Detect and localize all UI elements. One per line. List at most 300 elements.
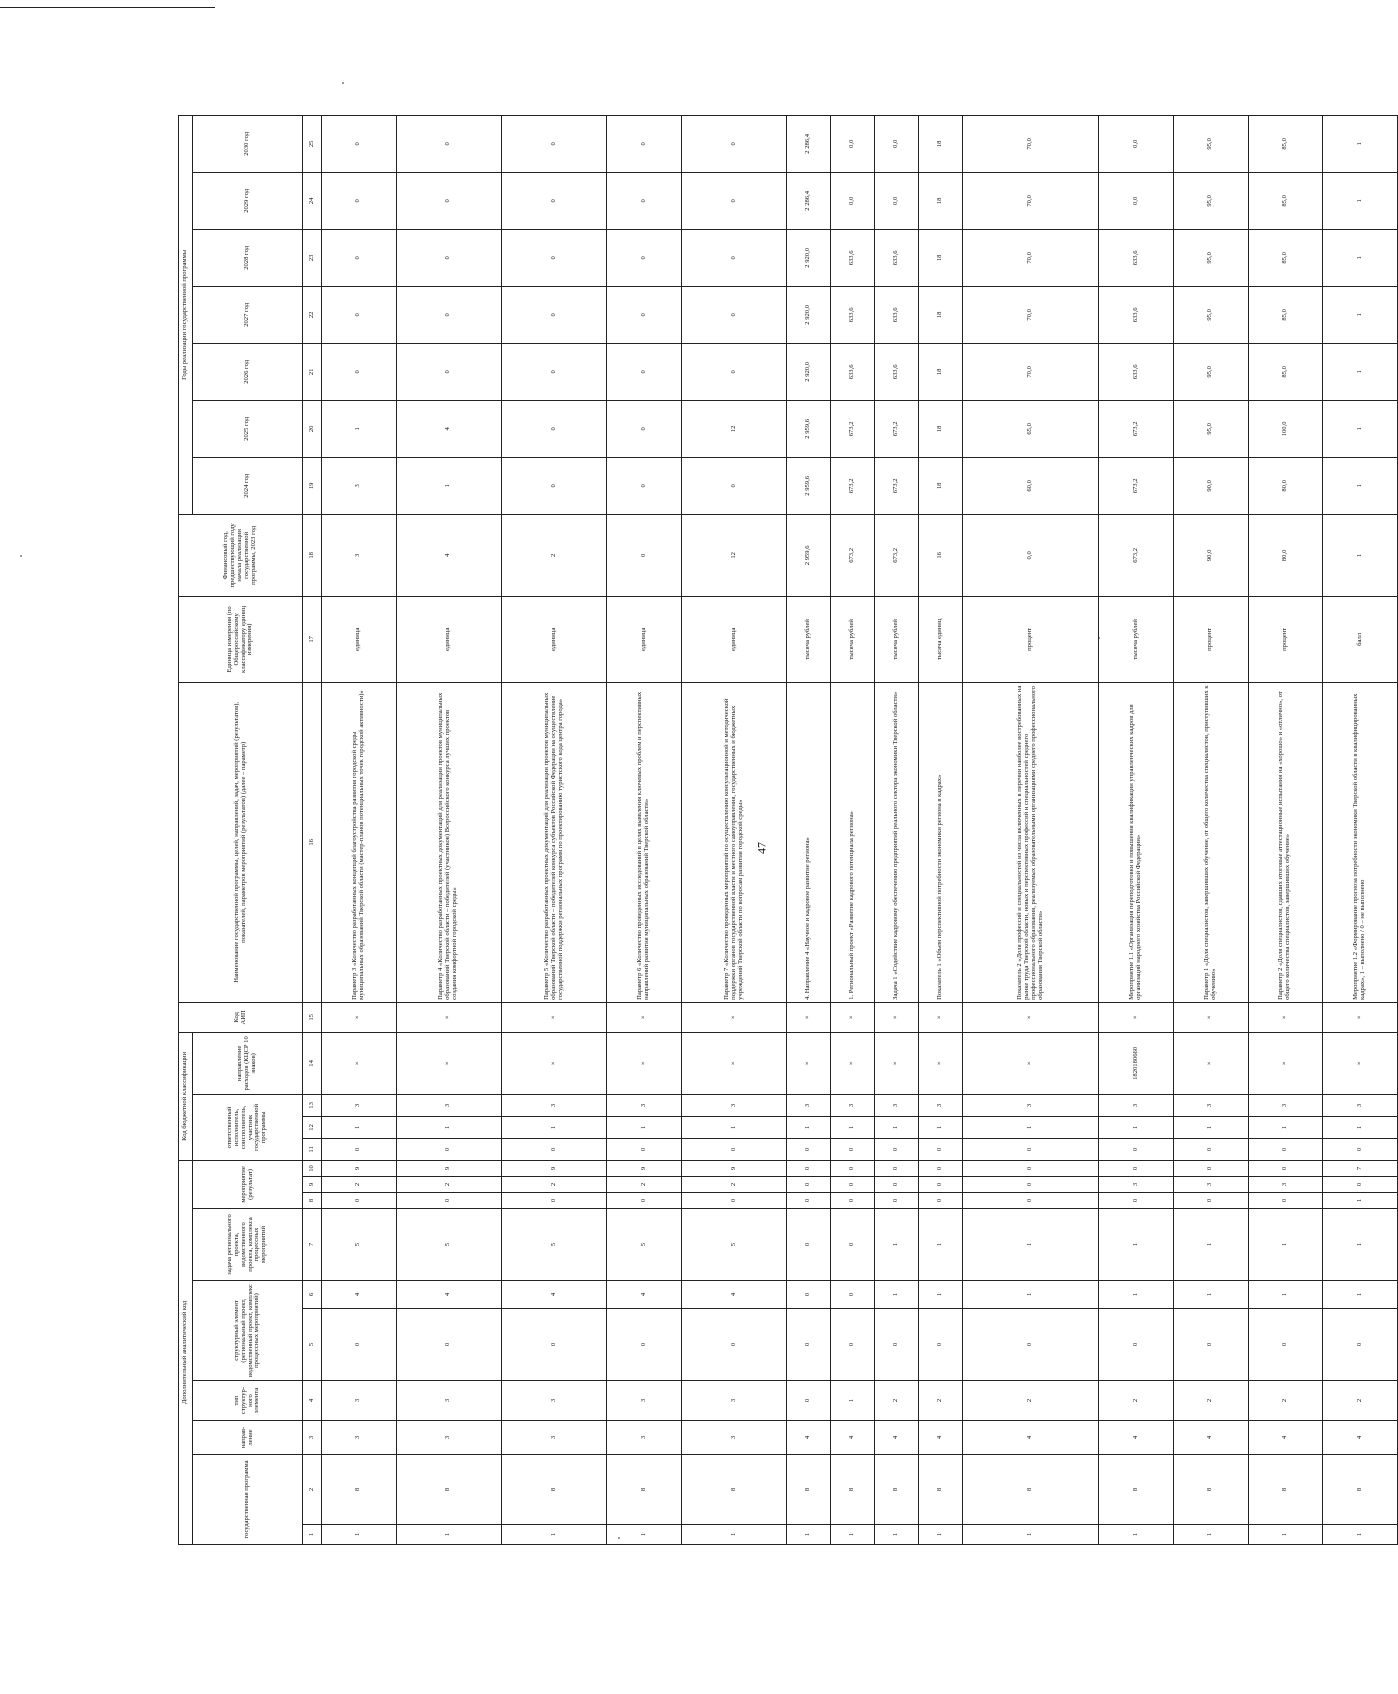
code-cell: 0 — [396, 1309, 501, 1381]
year-value-cell: 18 — [919, 172, 963, 229]
code-cell: 0 — [919, 1138, 963, 1160]
year-value-cell: 0 — [322, 343, 397, 400]
code-cell: 1 — [1173, 1116, 1248, 1138]
expense-code-cell: × — [1173, 1032, 1248, 1094]
code-cell: 4 — [875, 1421, 919, 1455]
year-value-cell: 1 — [1323, 343, 1398, 400]
code-cell: 7 — [1323, 1160, 1398, 1176]
code-cell: 0 — [919, 1177, 963, 1193]
code-cell: 1 — [502, 1116, 607, 1138]
code-cell: 5 — [607, 1209, 682, 1281]
year-value-cell: 0 — [502, 343, 607, 400]
expense-code-cell: × — [322, 1032, 397, 1094]
code-cell: 8 — [919, 1455, 963, 1525]
code-cell: 1 — [1099, 1281, 1174, 1309]
code-cell: 3 — [1248, 1094, 1323, 1116]
code-cell: 0 — [787, 1309, 831, 1381]
code-cell: 0 — [875, 1309, 919, 1381]
unit-cell: тысяча рублей — [831, 596, 875, 682]
name-cell: Параметр 6 «Количество проведенных исследований в целях выявления ключевых проблем и перспективных направлений развития муниципальных образований Тверской области» — [607, 682, 682, 1002]
aip-cell: × — [875, 1002, 919, 1032]
unit-cell: тысяча рублей — [875, 596, 919, 682]
code-cell: 4 — [919, 1421, 963, 1455]
name-cell: Задача 1 «Содействие кадровому обеспечению предприятий реального сектора экономики Тверской области» — [875, 682, 919, 1002]
code-cell: 3 — [682, 1094, 787, 1116]
year-value-cell: 70,0 — [963, 286, 1099, 343]
year-value-cell: 0 — [396, 286, 501, 343]
code-cell: 2 — [919, 1381, 963, 1421]
base-year-cell: 0 — [607, 514, 682, 596]
code-cell: 9 — [396, 1160, 501, 1176]
code-cell: 2 — [607, 1177, 682, 1193]
expense-code-cell: × — [1248, 1032, 1323, 1094]
code-cell: 0 — [1173, 1160, 1248, 1176]
code-cell: 0 — [919, 1309, 963, 1381]
code-cell: 1 — [1173, 1209, 1248, 1281]
expense-code-cell: × — [607, 1032, 682, 1094]
year-value-cell: 633,6 — [831, 229, 875, 286]
top-rule — [0, 7, 215, 8]
year-value-cell: 1 — [1323, 286, 1398, 343]
year-value-cell: 633,6 — [875, 229, 919, 286]
table-row — [875, 115, 919, 1544]
unit-cell: тысяча рублей — [787, 596, 831, 682]
expense-code-cell: × — [396, 1032, 501, 1094]
base-year-cell: 80,0 — [1248, 514, 1323, 596]
code-cell: 3 — [607, 1421, 682, 1455]
base-year-cell: 2 — [502, 514, 607, 596]
code-cell: 0 — [396, 1138, 501, 1160]
name-cell: Мероприятие 1.2 «Формирование прогноза потребности экономики Тверской области в квалифицированных кадрах», 1 – выполнено / 0 – не выполнено — [1323, 682, 1398, 1002]
code-cell: 0 — [787, 1193, 831, 1209]
code-cell: 1 — [919, 1525, 963, 1545]
code-cell: 3 — [396, 1094, 501, 1116]
table-row — [831, 115, 875, 1544]
year-value-cell: 2 959,6 — [787, 400, 831, 457]
aip-cell: × — [787, 1002, 831, 1032]
code-cell: 2 — [963, 1381, 1099, 1421]
code-cell: 1 — [1173, 1525, 1248, 1545]
rotated-table-frame — [178, 115, 1398, 1545]
year-value-cell: 1 — [1323, 457, 1398, 514]
column-number: 21 — [303, 343, 322, 400]
table-row — [607, 115, 682, 1544]
code-cell: 4 — [682, 1281, 787, 1309]
code-cell: 0 — [1099, 1160, 1174, 1176]
year-value-cell: 633,6 — [831, 343, 875, 400]
header-year: 2028 год — [193, 229, 303, 286]
code-cell: 0 — [787, 1381, 831, 1421]
code-cell: 8 — [831, 1455, 875, 1525]
code-cell: 0 — [919, 1193, 963, 1209]
code-cell: 1 — [875, 1525, 919, 1545]
base-year-cell: 673,2 — [875, 514, 919, 596]
base-year-cell: 0,0 — [963, 514, 1099, 596]
code-cell: 1 — [682, 1116, 787, 1138]
year-value-cell: 633,6 — [831, 286, 875, 343]
code-cell: 5 — [682, 1209, 787, 1281]
year-value-cell: 0 — [322, 172, 397, 229]
code-cell: 1 — [1099, 1116, 1174, 1138]
aip-cell: × — [1248, 1002, 1323, 1032]
code-cell: 0 — [322, 1138, 397, 1160]
code-cell: 0 — [963, 1160, 1099, 1176]
year-value-cell: 0 — [682, 172, 787, 229]
column-number: 18 — [303, 514, 322, 596]
base-year-cell: 1 — [1323, 514, 1398, 596]
code-cell: 1 — [1248, 1116, 1323, 1138]
code-cell: 0 — [787, 1160, 831, 1176]
code-cell: 4 — [963, 1421, 1099, 1455]
code-cell: 1 — [875, 1116, 919, 1138]
column-number: 3 — [303, 1421, 322, 1455]
aip-cell: × — [1173, 1002, 1248, 1032]
code-cell: 0 — [1173, 1309, 1248, 1381]
code-cell: 3 — [1323, 1094, 1398, 1116]
table-row — [322, 115, 397, 1544]
year-value-cell: 18 — [919, 115, 963, 172]
code-cell: 8 — [1099, 1455, 1174, 1525]
year-value-cell: 633,6 — [875, 343, 919, 400]
year-value-cell: 0 — [502, 115, 607, 172]
table-row — [919, 115, 963, 1544]
base-year-cell: 673,2 — [1099, 514, 1174, 596]
year-value-cell: 0 — [607, 115, 682, 172]
year-value-cell: 673,2 — [1099, 400, 1174, 457]
column-number: 8 — [303, 1193, 322, 1209]
expense-code-cell: × — [919, 1032, 963, 1094]
code-cell: 1 — [787, 1525, 831, 1545]
code-cell: 3 — [682, 1381, 787, 1421]
code-cell: 5 — [396, 1209, 501, 1281]
code-cell: 0 — [831, 1193, 875, 1209]
code-cell: 8 — [1323, 1455, 1398, 1525]
code-cell: 1 — [831, 1525, 875, 1545]
header-year: 2030 год — [193, 115, 303, 172]
code-cell: 1 — [831, 1381, 875, 1421]
table-row — [1173, 115, 1248, 1544]
code-cell: 8 — [963, 1455, 1099, 1525]
year-value-cell: 633,6 — [1099, 286, 1174, 343]
name-cell: Параметр 5 «Количество разработанных проектных документаций для реализации проектов муниципальных образований Тверской области – победителей конкурса субъектов Российской Федерации на осуществление государственной поддержки региональных программ по проектированию туристского кода центра города» — [502, 682, 607, 1002]
code-cell: 8 — [322, 1455, 397, 1525]
code-cell: 1 — [396, 1116, 501, 1138]
name-cell: Параметр 3 «Количество разработанных концепций благоустройства развития городской среды муниципальных образований Тверской области (мастер-планов потенциальных точек городской активности)» — [322, 682, 397, 1002]
code-cell: 1 — [607, 1116, 682, 1138]
unit-cell: единица — [682, 596, 787, 682]
code-cell: 1 — [1099, 1525, 1174, 1545]
code-cell: 0 — [682, 1309, 787, 1381]
column-number: 23 — [303, 229, 322, 286]
year-value-cell: 95,0 — [1173, 172, 1248, 229]
year-value-cell: 0 — [322, 229, 397, 286]
year-value-cell: 90,0 — [1173, 457, 1248, 514]
year-value-cell: 85,0 — [1248, 343, 1323, 400]
code-cell: 2 — [1099, 1381, 1174, 1421]
code-cell: 0 — [1323, 1138, 1398, 1160]
table-row — [682, 115, 787, 1544]
year-value-cell: 80,0 — [1248, 457, 1323, 514]
aip-cell: × — [963, 1002, 1099, 1032]
code-cell: 1 — [1248, 1209, 1323, 1281]
year-value-cell: 0 — [607, 286, 682, 343]
code-cell: 0 — [963, 1193, 1099, 1209]
year-value-cell: 0,0 — [875, 172, 919, 229]
code-cell: 4 — [502, 1281, 607, 1309]
year-value-cell: 95,0 — [1173, 286, 1248, 343]
code-cell: 3 — [607, 1094, 682, 1116]
scan-speck — [20, 555, 22, 557]
year-value-cell: 0 — [607, 229, 682, 286]
name-cell: Параметр 7 «Количество проведенных мероприятий по осуществлению консультационной и методической поддержки органов государственной власти и местного самоуправления, государственных и бюджетных учреждений Тверской области по вопросам развития городской среды» — [682, 682, 787, 1002]
code-cell: 5 — [502, 1209, 607, 1281]
column-number: 24 — [303, 172, 322, 229]
code-cell: 0 — [502, 1309, 607, 1381]
code-cell: 0 — [787, 1281, 831, 1309]
code-cell: 3 — [963, 1094, 1099, 1116]
code-cell: 0 — [963, 1177, 1099, 1193]
code-cell: 1 — [919, 1116, 963, 1138]
base-year-cell: 90,0 — [1173, 514, 1248, 596]
year-value-cell: 0 — [607, 343, 682, 400]
code-cell: 8 — [1173, 1455, 1248, 1525]
code-cell: 1 — [607, 1525, 682, 1545]
code-cell: 1 — [831, 1116, 875, 1138]
code-cell: 0 — [1173, 1138, 1248, 1160]
year-value-cell: 0,0 — [1099, 172, 1174, 229]
base-year-cell: 16 — [919, 514, 963, 596]
column-number: 9 — [303, 1177, 322, 1193]
code-cell: 0 — [831, 1138, 875, 1160]
code-cell: 0 — [831, 1160, 875, 1176]
year-value-cell: 95,0 — [1173, 400, 1248, 457]
year-value-cell: 0,0 — [1099, 115, 1174, 172]
code-cell: 0 — [322, 1309, 397, 1381]
year-value-cell: 18 — [919, 400, 963, 457]
header-unit: Единица измерения (по Общероссийскому классификатору единиц измерения) — [179, 596, 303, 682]
code-cell: 0 — [963, 1309, 1099, 1381]
header-base-year: Финансовый год, предшествующий году начала реализации государственной программы, 2023 год — [179, 514, 303, 596]
year-value-cell: 0 — [682, 286, 787, 343]
code-cell: 1 — [1323, 1209, 1398, 1281]
unit-cell: процент — [1248, 596, 1323, 682]
column-number: 5 — [303, 1309, 322, 1381]
code-cell: 2 — [1323, 1381, 1398, 1421]
year-value-cell: 673,2 — [875, 457, 919, 514]
code-cell: 0 — [607, 1309, 682, 1381]
year-value-cell: 0 — [607, 172, 682, 229]
code-cell: 2 — [1248, 1381, 1323, 1421]
aip-cell: × — [1099, 1002, 1174, 1032]
year-value-cell: 0 — [682, 457, 787, 514]
code-cell: 0 — [1248, 1193, 1323, 1209]
year-value-cell: 0 — [607, 457, 682, 514]
year-value-cell: 0,0 — [875, 115, 919, 172]
column-number: 16 — [303, 682, 322, 1002]
year-value-cell: 2 920,0 — [787, 229, 831, 286]
year-value-cell: 70,0 — [963, 343, 1099, 400]
code-cell: 0 — [1248, 1160, 1323, 1176]
code-cell: 1 — [1323, 1116, 1398, 1138]
code-cell: 2 — [396, 1177, 501, 1193]
year-value-cell: 0 — [322, 286, 397, 343]
code-cell: 0 — [875, 1160, 919, 1176]
year-value-cell: 673,2 — [1099, 457, 1174, 514]
header-years-group: Годы реализации государственной программы — [179, 115, 193, 514]
aip-cell: × — [502, 1002, 607, 1032]
column-number: 6 — [303, 1281, 322, 1309]
name-cell: Показатель 1 «Объем перспективной потребности экономики региона в кадрах» — [919, 682, 963, 1002]
code-cell: 1 — [396, 1525, 501, 1545]
expense-code-cell: × — [1323, 1032, 1398, 1094]
table-row — [963, 115, 1099, 1544]
expense-code-cell: × — [963, 1032, 1099, 1094]
header-year: 2026 год — [193, 343, 303, 400]
code-cell: 1 — [1099, 1209, 1174, 1281]
code-cell: 9 — [682, 1160, 787, 1176]
year-value-cell: 1 — [322, 400, 397, 457]
column-number: 17 — [303, 596, 322, 682]
code-cell: 8 — [396, 1455, 501, 1525]
code-cell: 0 — [682, 1138, 787, 1160]
code-cell: 3 — [1173, 1177, 1248, 1193]
unit-cell: процент — [1173, 596, 1248, 682]
table-row — [1248, 115, 1323, 1544]
year-value-cell: 85,0 — [1248, 172, 1323, 229]
unit-cell: единица — [502, 596, 607, 682]
code-cell: 0 — [502, 1193, 607, 1209]
code-cell: 0 — [875, 1193, 919, 1209]
header-program: государственная программа — [193, 1455, 303, 1545]
base-year-cell: 2 959,6 — [787, 514, 831, 596]
column-number: 20 — [303, 400, 322, 457]
year-value-cell: 95,0 — [1173, 229, 1248, 286]
header-year: 2029 год — [193, 172, 303, 229]
name-cell: Показатель 2 «Доля профессий и специальностей из числа включенных в перечни наиболее востребованных на рынке труда Тверской области, новых и перспективных профессий и специальностей среднего профессионального образования, реализуемых образовательными организациями среднего профессионального образования Тверской области» — [963, 682, 1099, 1002]
year-value-cell: 18 — [919, 286, 963, 343]
year-value-cell: 2 286,4 — [787, 172, 831, 229]
code-cell: 3 — [322, 1421, 397, 1455]
year-value-cell: 1 — [1323, 172, 1398, 229]
code-cell: 1 — [1323, 1193, 1398, 1209]
year-value-cell: 12 — [682, 400, 787, 457]
header-expense: направление расходов (КЦСР 10 знаков) — [193, 1032, 303, 1094]
name-cell: 1. Региональный проект «Развитие кадрового потенциала региона» — [831, 682, 875, 1002]
base-year-cell: 3 — [322, 514, 397, 596]
year-value-cell: 18 — [919, 229, 963, 286]
year-value-cell: 85,0 — [1248, 115, 1323, 172]
code-cell: 8 — [682, 1455, 787, 1525]
year-value-cell: 673,2 — [831, 400, 875, 457]
year-value-cell: 0,0 — [831, 115, 875, 172]
code-cell: 3 — [919, 1094, 963, 1116]
code-cell: 1 — [682, 1525, 787, 1545]
year-value-cell: 2 959,6 — [787, 457, 831, 514]
aip-cell: × — [919, 1002, 963, 1032]
year-value-cell: 0,0 — [831, 172, 875, 229]
aip-cell: × — [1323, 1002, 1398, 1032]
code-cell: 4 — [831, 1421, 875, 1455]
code-cell: 3 — [502, 1381, 607, 1421]
unit-cell: тысяча единиц — [919, 596, 963, 682]
column-number: 19 — [303, 457, 322, 514]
header-year: 2024 год — [193, 457, 303, 514]
code-cell: 0 — [787, 1177, 831, 1193]
year-value-cell: 95,0 — [1173, 343, 1248, 400]
year-value-cell: 0 — [502, 400, 607, 457]
year-value-cell: 673,2 — [875, 400, 919, 457]
table-row — [1099, 115, 1174, 1544]
code-cell: 8 — [502, 1455, 607, 1525]
year-value-cell: 70,0 — [963, 172, 1099, 229]
code-cell: 1 — [1323, 1525, 1398, 1545]
code-cell: 0 — [1248, 1138, 1323, 1160]
year-value-cell: 0 — [502, 286, 607, 343]
code-cell: 0 — [831, 1177, 875, 1193]
aip-cell: × — [682, 1002, 787, 1032]
code-cell: 1 — [875, 1209, 919, 1281]
code-cell: 0 — [1323, 1309, 1398, 1381]
code-cell: 3 — [322, 1094, 397, 1116]
column-number: 11 — [303, 1138, 322, 1160]
year-value-cell: 1 — [396, 457, 501, 514]
year-value-cell: 85,0 — [1248, 229, 1323, 286]
code-cell: 1 — [322, 1116, 397, 1138]
base-year-cell: 12 — [682, 514, 787, 596]
table-row — [396, 115, 501, 1544]
unit-cell: процент — [963, 596, 1099, 682]
header-structural-element: структурный элемент (региональный проект, ведомственный проект, комплекс процессных мероприятий) — [193, 1281, 303, 1381]
expense-code-cell: × — [502, 1032, 607, 1094]
year-value-cell: 18 — [919, 457, 963, 514]
code-cell: 2 — [875, 1381, 919, 1421]
year-value-cell: 65,0 — [963, 400, 1099, 457]
code-cell: 4 — [1248, 1421, 1323, 1455]
column-number-row — [303, 115, 322, 1544]
year-value-cell: 1 — [1323, 115, 1398, 172]
table-body — [322, 115, 1398, 1544]
code-cell: 0 — [607, 1138, 682, 1160]
code-cell: 0 — [1173, 1193, 1248, 1209]
code-cell: 3 — [1099, 1177, 1174, 1193]
code-cell: 0 — [1323, 1177, 1398, 1193]
year-value-cell: 0 — [322, 115, 397, 172]
unit-cell: единица — [322, 596, 397, 682]
code-cell: 1 — [963, 1209, 1099, 1281]
year-value-cell: 673,2 — [831, 457, 875, 514]
year-value-cell: 2 920,0 — [787, 286, 831, 343]
header-name: Наименование государственной программы, целей, направлений, задач, мероприятий (результатов), показателей, параметров мероприятий (результатов) (далее – параметр) — [179, 682, 303, 1002]
base-year-cell: 673,2 — [831, 514, 875, 596]
code-cell: 4 — [787, 1421, 831, 1455]
header-event: мероприятие (результат) — [193, 1160, 303, 1208]
scan-speck — [342, 82, 344, 84]
code-cell: 8 — [787, 1455, 831, 1525]
code-cell: 1 — [1173, 1281, 1248, 1309]
header-element-type: тип структур-ного элемента — [193, 1381, 303, 1421]
table-row — [1323, 115, 1398, 1544]
year-value-cell: 85,0 — [1248, 286, 1323, 343]
year-value-cell: 0 — [502, 172, 607, 229]
column-number: 4 — [303, 1381, 322, 1421]
code-cell: 1 — [322, 1525, 397, 1545]
year-value-cell: 2 920,0 — [787, 343, 831, 400]
code-cell: 4 — [1323, 1421, 1398, 1455]
year-value-cell: 0 — [682, 343, 787, 400]
code-cell: 3 — [607, 1381, 682, 1421]
code-cell: 0 — [322, 1193, 397, 1209]
year-value-cell: 0 — [682, 115, 787, 172]
